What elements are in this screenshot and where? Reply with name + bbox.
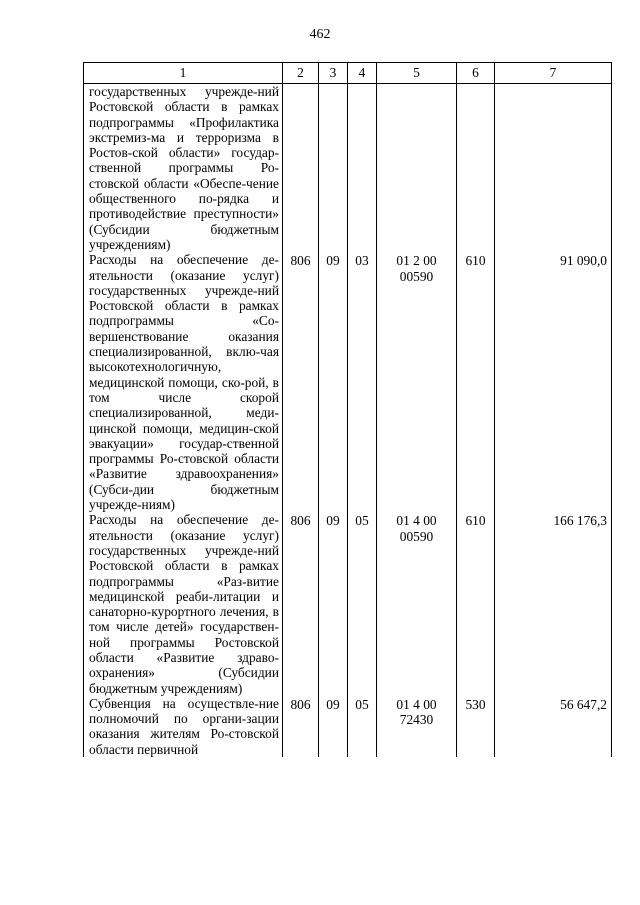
row-ministry: 806 [283, 512, 319, 696]
row-section: 09 [319, 696, 348, 757]
table-row [84, 252, 612, 512]
row-amount: 91 090,0 [495, 252, 612, 512]
col-header-amount: 7 [495, 63, 612, 84]
row-ministry: 806 [283, 696, 319, 757]
row-amount [495, 84, 612, 253]
row-subsection [348, 84, 377, 253]
row-amount: 166 176,3 [495, 512, 612, 696]
row-expense-type: 530 [457, 696, 495, 757]
page-number: 462 [309, 27, 331, 42]
row-subsection: 03 [348, 252, 377, 512]
col-header-subsection: 4 [348, 63, 377, 84]
row-description: Расходы на обеспечение де-ятельности (оказание услуг) государственных учрежде-ний Ростовской области в рамках подпрограммы «Раз-витие медицинской реаби-литации и санаторно-курортного лечения, в том числе детей» государствен-ной программы Ростовской области «Развитие здраво-охранения» (Субсидии бюджетным учреждениям) [84, 512, 283, 696]
row-amount: 56 647,2 [495, 696, 612, 757]
table-row [84, 696, 612, 757]
col-header-target: 5 [377, 63, 457, 84]
row-target: 01 4 00 72430 [377, 696, 457, 757]
row-target: 01 2 00 00590 [377, 252, 457, 512]
row-subsection: 05 [348, 512, 377, 696]
row-expense-type: 610 [457, 512, 495, 696]
row-expense-type [457, 84, 495, 253]
budget-table [83, 62, 612, 757]
row-section [319, 84, 348, 253]
row-ministry [283, 84, 319, 253]
row-description: государственных учрежде-ний Ростовской области в рамках подпрограммы «Профилактика экстремиз-ма и терроризма в Ростов-ской области» государ-ственной программы Ро-стовской области «Обеспе-чение общественного по-рядка и противодействие преступности» (Субсидии бюджетным учреждениям) [84, 84, 283, 253]
col-header-expense-type: 6 [457, 63, 495, 84]
header-row [84, 63, 612, 84]
row-target: 01 4 00 00590 [377, 512, 457, 696]
row-subsection: 05 [348, 696, 377, 757]
col-header-section: 3 [319, 63, 348, 84]
col-header-description: 1 [84, 63, 283, 84]
row-section: 09 [319, 252, 348, 512]
row-section: 09 [319, 512, 348, 696]
row-target [377, 84, 457, 253]
table-row [84, 512, 612, 696]
table-row [84, 84, 612, 253]
row-description: Субвенция на осуществле-ние полномочий по органи-зации оказания жителям Ро-стовской области первичной [84, 696, 283, 757]
row-description: Расходы на обеспечение де-ятельности (оказание услуг) государственных учрежде-ний Ростовской области в рамках подпрограммы «Со-вершенствование оказания специализированной, вклю-чая высокотехнологичную, медицинской помощи, ско-рой, в том числе скорой специализированной, меди-цинской помощи, медицин-ской эвакуации» государ-ственной программы Ро-стовской области «Развитие здравоохранения» (Субси-дии бюджетным учрежде-ниям) [84, 252, 283, 512]
col-header-ministry: 2 [283, 63, 319, 84]
row-expense-type: 610 [457, 252, 495, 512]
row-ministry: 806 [283, 252, 319, 512]
